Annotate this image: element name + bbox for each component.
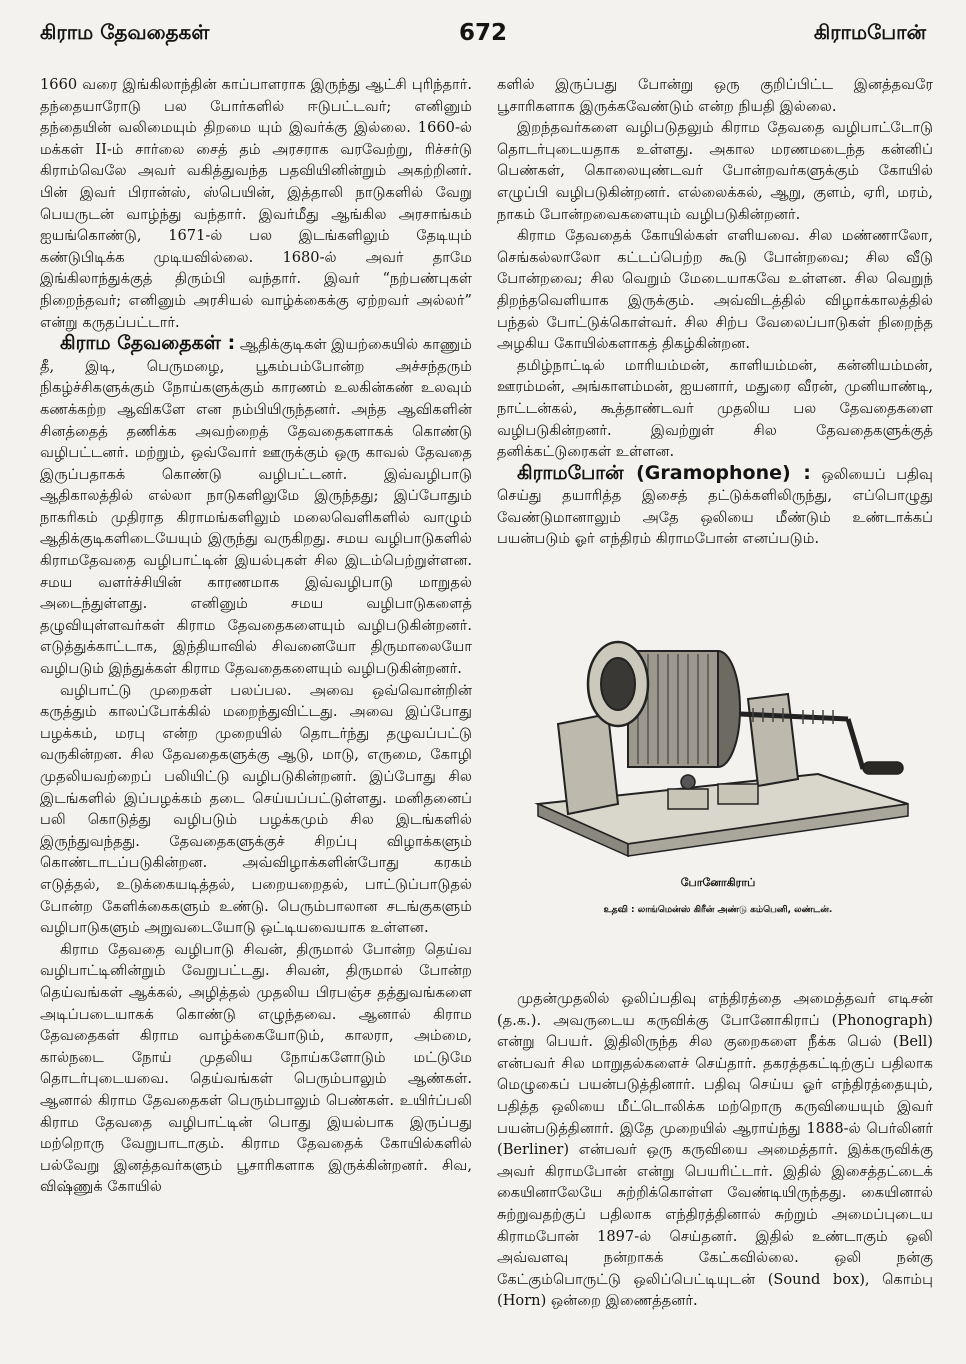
paragraph: தமிழ்நாட்டில் மாரியம்மன், காளியம்மன், கன்னியம்மன், ஊரம்மன், அங்காளம்மன், ஐயனார், மதுரை வீரன், முனியாண்டி, நாட்டன்கல், கூத்தாண்டவர் முதலிய பல தேவதைகளை வழிபடுகின்றனர். இவற்றுள் சில தேவதைகளுக்குத் தனிக்கட்டுரைகள் உள்ளன. — [497, 356, 933, 461]
right-column-bottom — [497, 988, 933, 1312]
section-heading-gramophone: கிராமபோன் (Gramophone) : — [517, 461, 811, 484]
paragraph: ஒலியைப் பதிவு செய்து தயாரித்த இசைத் தட்டுக்களிலிருந்து, எப்பொழுது வேண்டுமானாலும் அதே ஒலியை மீண்டும் உண்டாக்கப் பயன்படும் ஓர் எந்திரம் கிராமபோன் எனப்படும். — [497, 465, 933, 548]
left-column — [40, 74, 472, 1198]
figure-caption: போனோகிராப் — [680, 876, 756, 889]
paragraph: 1660 வரை இங்கிலாந்தின் காப்பாளராக இருந்து ஆட்சி புரிந்தார். தந்தையாரோடு பல போர்களில் ஈடுபட்டவர்; எனினும் தந்தையின் வலிமையும் திறமை யும் இவர்க்கு இல்லை. 1660-ல் மக்கள் II-ம் சார்லை சைத் தம் அரசராக வரவேற்று, ரிச்சர்டு கிராம்வெலே அவர் வகித்துவந்த பதவியினின்றும் அகற்றினர். பின் இவர் பிரான்ஸ், ஸ்பெயின், இத்தாலி நாடுகளில் வேறு பெயருடன் வாழ்ந்து வந்தார். இவர்மீது ஆங்கில அரசாங்கம் ஐயங்கொண்டு, 1671-ல் பல இடங்களிலும் தேடியும் கண்டுபிடிக்க முடியவில்லை. 1680-ல் அவர் தாமே இங்கிலாந்துக்குத் திரும்பி வந்தார். இவர் “நற்பண்புகள் நிறைந்தவர்; எனினும் அரசியல் வாழ்க்கைக்கு ஏற்றவர் அல்லர்” என்று கருதப்பட்டார். — [40, 76, 472, 331]
section-heading-grama-devathaigal: கிராம தேவதைகள் : — [60, 332, 236, 355]
figure-credit: உதவி : லாங்மென்ஸ் கிரீன் அண்டு கம்பெனி, லண்டன். — [603, 905, 833, 915]
page-number: 672 — [458, 20, 507, 46]
paragraph: முதன்முதலில் ஒலிப்பதிவு எந்திரத்தை அமைத்தவர் எடிசன் (த.க.). அவருடைய கருவிக்கு போனோகிராப் (Phonograph) என்று பெயர். இதிலிருந்த சில குறைகளை நீக்க பெல் (Bell) என்பவர் சில மாறுதல்களைச் செய்தார். தகரத்தகட்டிற்குப் பதிலாக மெழுகைப் பயன்படுத்தினார். பதிவு செய்ய ஓர் எந்திரத்தையும், பதித்த ஒலியை மீட்டொலிக்க மற்றொரு கருவியையும் இவர் பயன்படுத்தினார். இதே முறையில் ஆராய்ந்து 1888-ல் பெர்லினர் (Berliner) என்பவர் ஒரு கருவியை அமைத்தார். இக்கருவிக்கு அவர் கிராமபோன் என்று பெயரிட்டார். இதில் இசைத்தட்டைக் கையினாலேயே சுற்றிக்கொள்ள வேண்டியிருந்தது. கையினால் சுற்றுவதற்குப் பதிலாக எந்திரத்தினால் சுற்றும் அமைப்புடைய கிராமபோன் 1897-ல் செய்தனர். இதில் உண்டாகும் ஒலி அவ்வளவு நன்றாகக் கேட்கவில்லை. ஒலி நன்கு கேட்கும்பொருட்டு ஒலிப்பெட்டியுடன் (Sound box), கொம்பு (Horn) ஒன்றை இணைத்தனர். — [497, 990, 933, 1310]
paragraph: வழிபாட்டு முறைகள் பலப்பல. அவை ஒவ்வொன்றின் கருத்தும் காலப்போக்கில் மறைந்துவிட்டது. அவை இப்போது பழக்கம், மரபு என்ற முறையில் தொடர்ந்து தழுவப்பட்டு வருகின்றன. சில தேவதைகளுக்கு ஆடு, மாடு, எருமை, கோழி முதலியவற்றைப் பலியிட்டு வழிபடுகின்றனர். இப்போது சில இடங்களில் இப்பழக்கம் தடை செய்யப்பட்டுள்ளது. மனிதனைப் பலி கொடுத்து வழிபடும் பழக்கமும் சில இடங்களில் இருந்துவந்தது. தேவதைகளுக்குச் சிறப்பு விழாக்களும் கொண்டாடப்படுகின்றன. அவ்விழாக்களின்போது கரகம் எடுத்தல், உடுக்கையடித்தல், பறையறைதல், பாட்டுப்பாடுதல் போன்ற கேளிக்கைகளும் உண்டு. பெரும்பாலான சடங்குகளும் வழிபாடுகளும் அறுவடையோடு ஒட்டியவையாக உள்ளன. — [40, 681, 472, 937]
phonograph-figure — [500, 604, 936, 964]
page-header — [40, 20, 926, 54]
right-column — [497, 74, 933, 550]
header-left-title: கிராம தேவதைகள் — [40, 20, 210, 44]
paragraph: களில் இருப்பது போன்று ஒரு குறிப்பிட்ட இனத்தவரே பூசாரிகளாக இருக்கவேண்டும் என்ற நியதி இல்லை. — [497, 76, 933, 115]
paragraph: கிராம தேவதைக் கோயில்கள் எளியவை. சில மண்ணாலோ, செங்கல்லாலோ கட்டப்பெற்ற கூடு போன்றவை; சில வீடு போன்றவை; சில வெறும் மேடையாகவே உள்ளன. சில வெறுந் திறந்தவெளியாக இருக்கும். அவ்விடத்தில் விழாக்காலத்தில் பந்தல் போட்டுக்கொள்வர். சில சிற்ப வேலைப்பாடுகள் நிறைந்த அழகிய கோயில்களாகத் திகழ்கின்றன. — [497, 227, 933, 353]
phonograph-illustration — [518, 604, 918, 864]
paragraph: கிராம தேவதை வழிபாடு சிவன், திருமால் போன்ற தெய்வ வழிபாட்டினின்றும் வேறுபட்டது. சிவன், திருமால் போன்ற தெய்வங்கள் ஆக்கல், அழித்தல் முதலிய பிரபஞ்ச தத்துவங்களை அடிப்படையாகக் கொண்டு எழுந்தவை. ஆனால் கிராம தேவதைகள் கிராம வாழ்க்கையோடும், காலரா, அம்மை, கால்நடை நோய் முதலிய நோய்களோடும் மட்டுமே தொடர்புடையவை. தெய்வங்கள் பெரும்பாலும் ஆண்கள். ஆனால் கிராம தேவதைகள் பெரும்பாலும் பெண்கள். உயிர்ப்பலி கிராம தேவதை வழிபாட்டின் பொது இயல்பாக இருப்பது மற்றொரு வேறுபாடாகும். கிராம தேவதைக் கோயில்களில் பல்வேறு இனத்தவர்களும் பூசாரிகளாக இருக்கின்றனர். சிவ, விஷ்ணுக் கோயில் — [40, 940, 472, 1196]
paragraph: ஆதிக்குடிகள் இயற்கையில் காணும் தீ, இடி, பெருமழை, பூகம்பம்போன்ற அச்சந்தரும் நிகழ்ச்சிகளுக்கும் நோய்களுக்கும் காரணம் உலகின்கண் உலவும் கணக்கற்ற ஆவிகளே என நம்பியிருந்தனர். அந்த ஆவிகளின் சினத்தைத் தணிக்க அவற்றைத் தேவதைகளாகக் கொண்டு வழிபட்டனர். மற்றும், ஒவ்வோர் ஊருக்கும் ஒரு காவல் தேவதை இருப்பதாகக் கொண்டு வழிபட்டனர். இவ்வழிபாடு ஆதிகாலத்தில் எல்லா நாடுகளிலுமே இருந்தது; இப்போதும் நாகரிகம் முதிராத கிராமங்களிலும் மலைவெளிகளில் வாழும் ஆதிக்குடிகளிடையேயும் இருந்து வருகிறது. சமய வழிபாடுகளில் கிராமதேவதை வழிபாட்டின் இயல்புகள் சில இடம்பெற்றுள்ளன. சமய வளர்ச்சியின் காரணமாக இவ்வழிபாடு மாறுதல் அடைந்துள்ளது. எனினும் சமய வழிபாடுகளைத் தழுவியுள்ளவர்கள் கிராம தேவதைகளையும் வழிபடுகின்றனர். எடுத்துக்காட்டாக, இந்தியாவில் சிவனையோ திருமாலையோ வழிபடும் இந்துக்கள் கிராம தேவதைகளையும் வழிபடுகின்றனர். — [40, 336, 472, 678]
paragraph: இறந்தவர்களை வழிபடுதலும் கிராம தேவதை வழிபாட்டோடு தொடர்புடையதாக உள்ளது. அகால மரணமடைந்த கன்னிப் பெண்கள், கொலையுண்டவர் போன்றவர்களுக்கும் கோயில் எழுப்பி வழிபடுகின்றனர். எல்லைக்கல், ஆறு, குளம், ஏரி, மரம், நாகம் போன்றவைகளையும் வழிபடுகின்றனர். — [497, 119, 933, 223]
header-right-title: கிராமபோன் — [813, 20, 926, 44]
